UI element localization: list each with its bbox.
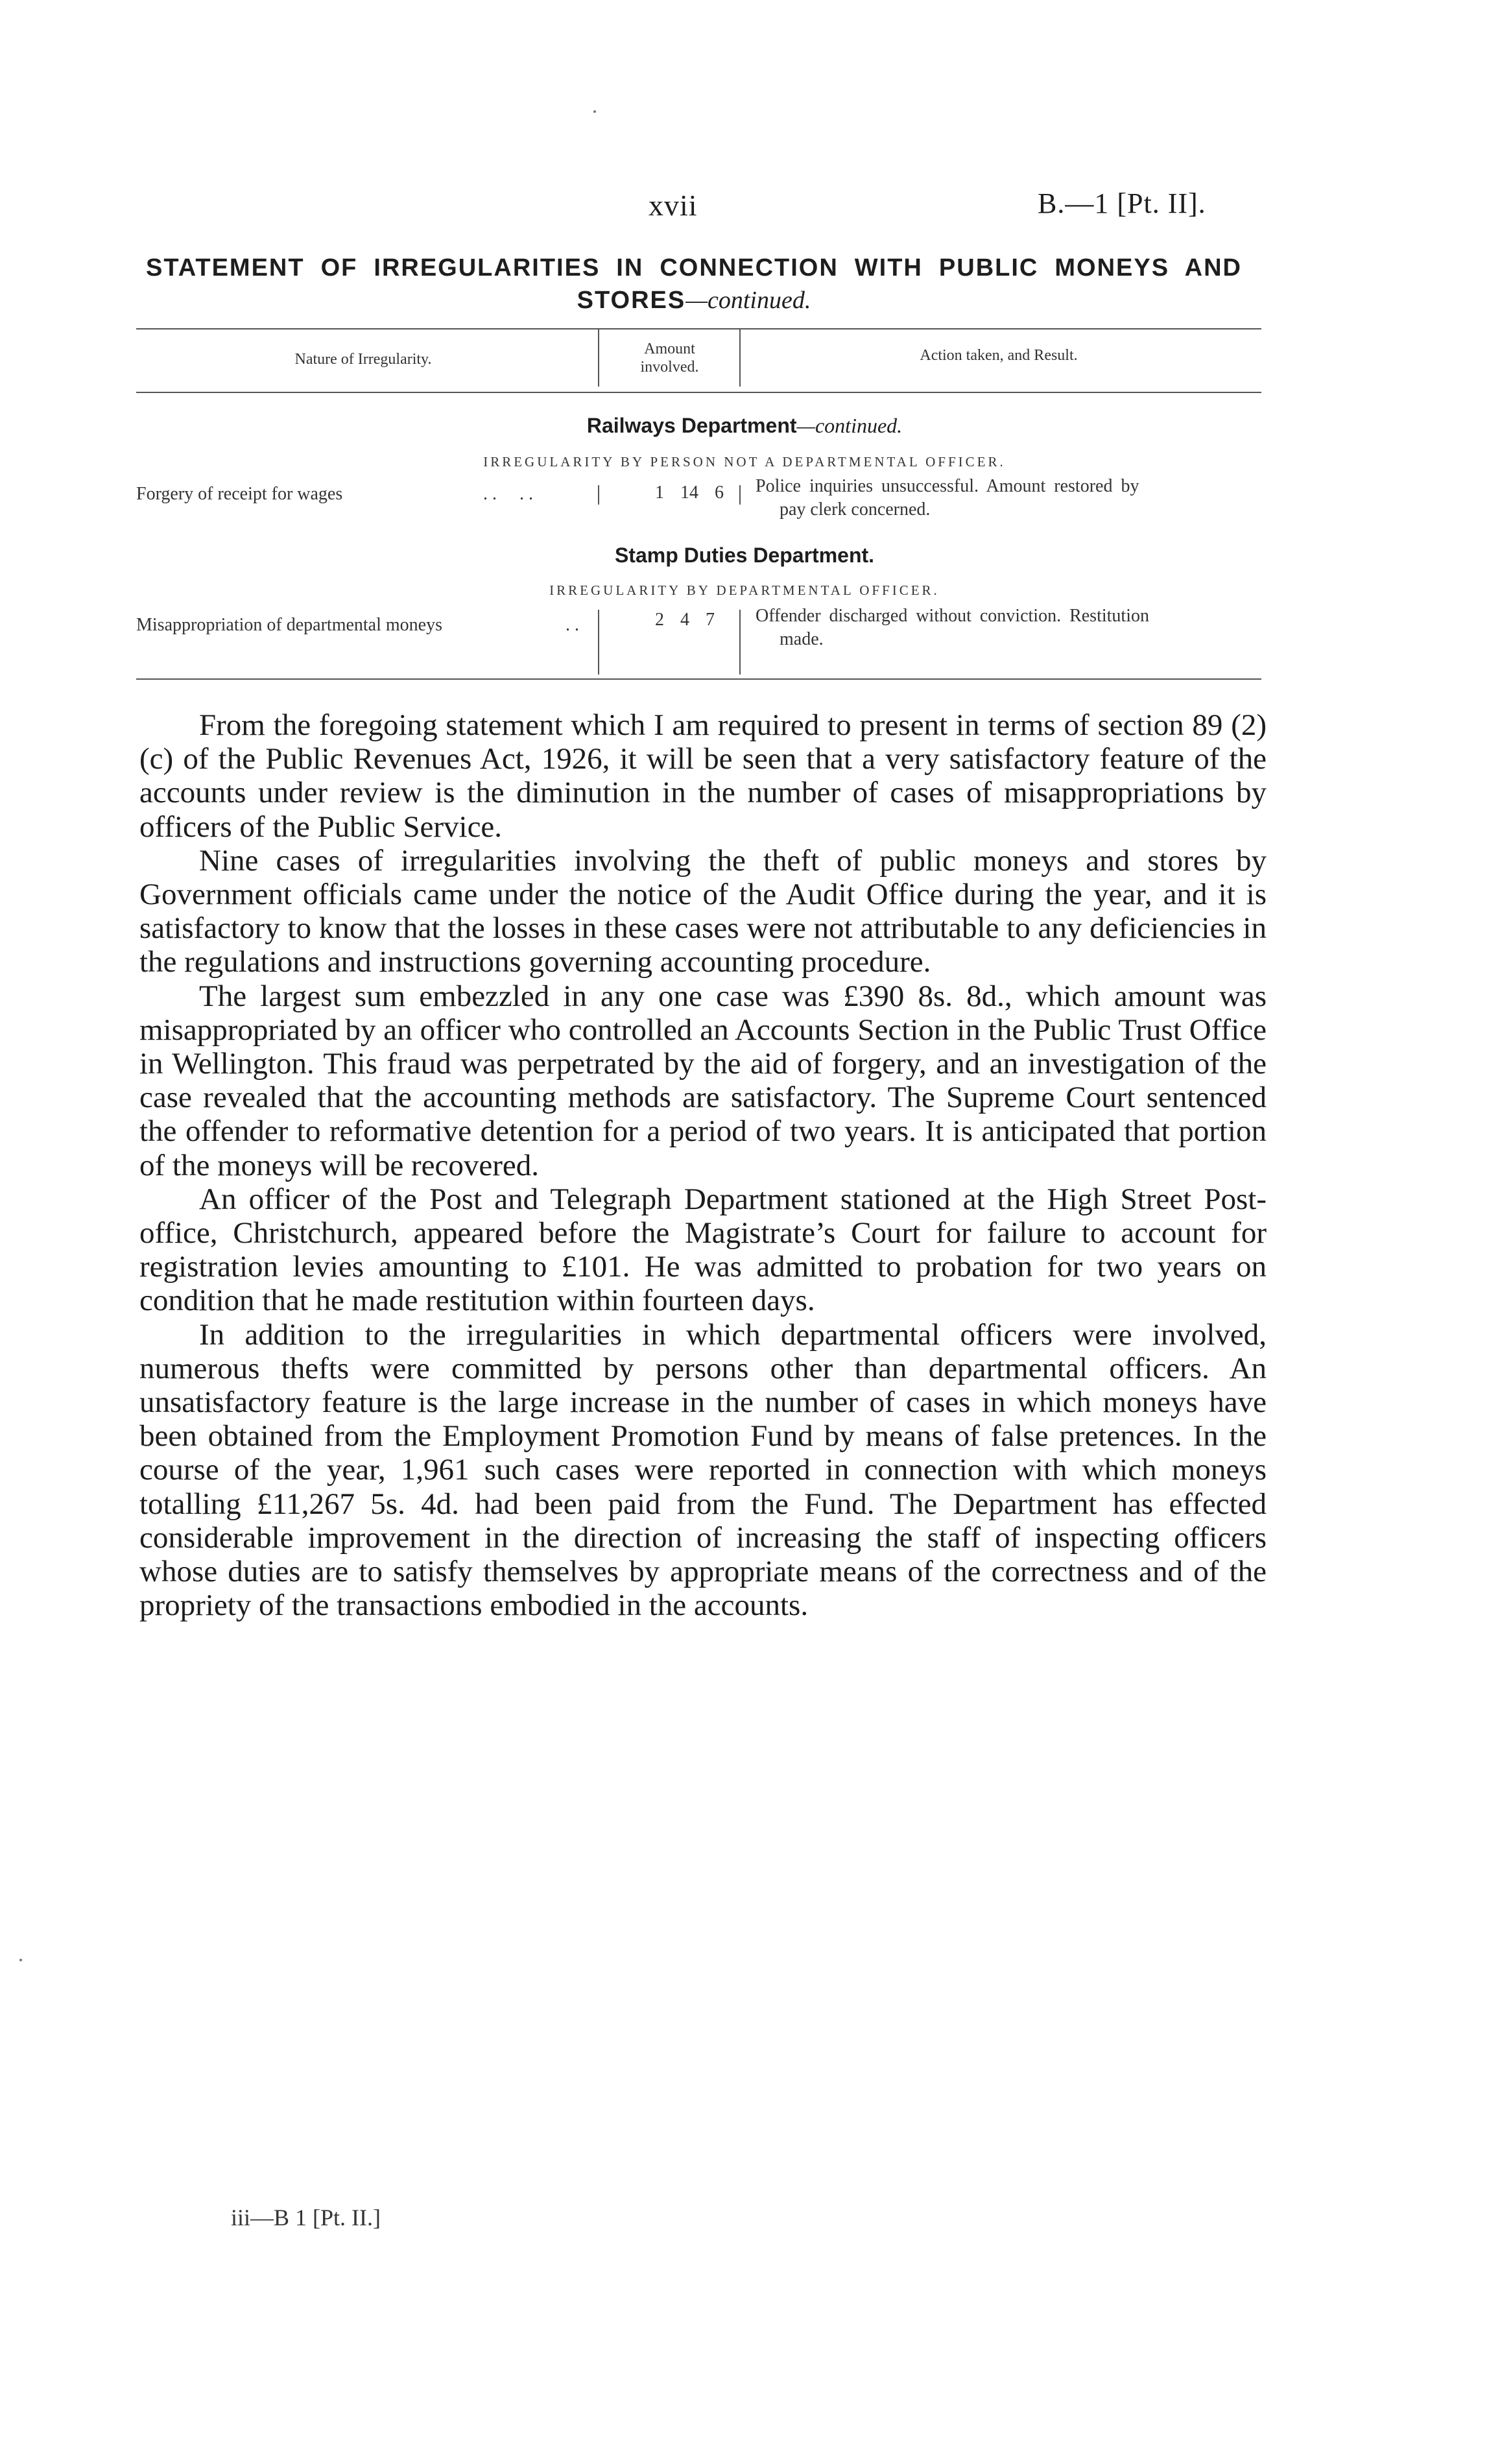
- column-header-action: Action taken, and Result.: [920, 347, 1078, 364]
- table-row-nature: Misappropriation of departmental moneys: [136, 615, 442, 635]
- section-heading-railways: [0, 414, 1489, 438]
- page-reference: B.—1 [Pt. II].: [1038, 187, 1206, 219]
- table-row-action-line2: made.: [780, 629, 824, 649]
- body-paragraph: An officer of the Post and Telegraph Department stationed at the High Street Post-office, Christchurch, appeared before the Magistrate’s Court for failure to account for registration levies amounting to £101. He was admitted to probation for two years on condition that he made restitution within fourteen days.: [139, 1182, 1267, 1318]
- table-top-rule: [136, 328, 1261, 329]
- body-text: [139, 708, 1267, 1622]
- table-row-amount: 2 4 7: [655, 610, 715, 630]
- column-divider-left: [598, 328, 599, 387]
- table-row-action: [756, 604, 1261, 651]
- body-paragraph: In addition to the irregularities in which departmental officers were involved, numerous thefts were committed by persons other than departmental officers. An unsatisfactory feature is the large increase in the number of cases in which moneys have been obtained from the Employment Promotion Fund by means of false pretences. In the course of the year, 1,961 such cases were reported in connection with which moneys totalling £11,267 5s. 4d. had been paid from the Fund. The Department has effected considerable improvement in the direction of increasing the staff of inspecting officers whose duties are to satisfy themselves by appropriate means of the correctness and of the propriety of the transactions embodied in the accounts.: [139, 1317, 1267, 1623]
- page-number: xvii: [649, 189, 698, 222]
- table-row-action-line1: Police inquiries unsuccessful. Amount restored by: [756, 476, 1139, 496]
- section-subheading: IRREGULARITY BY DEPARTMENTAL OFFICER.: [549, 582, 940, 598]
- table-bottom-rule: [136, 678, 1261, 680]
- column-header-amount-line2: involved.: [640, 359, 699, 376]
- table-row-action-line2: pay clerk concerned.: [780, 499, 931, 520]
- section-subheading: IRREGULARITY BY PERSON NOT A DEPARTMENTAL OFFICER.: [483, 454, 1006, 470]
- body-paragraph: From the foregoing statement which I am required to present in terms of section 89 (2) (c) of the Public Revenues Act, 1926, it will be seen that a very satisfactory feature of the accounts under review is the diminution in the number of cases of misappropriations by officers of the Public Service.: [139, 708, 1267, 844]
- section-heading-stamp-duties: Stamp Duties Department.: [614, 544, 875, 567]
- table-row-leaders: . .: [566, 615, 579, 635]
- table-row-action: [756, 475, 1261, 521]
- table-row-nature: Forgery of receipt for wages: [136, 484, 343, 504]
- column-header-nature: Nature of Irregularity.: [294, 351, 432, 368]
- row-divider-right: [739, 610, 741, 675]
- printer-signature: iii—B 1 [Pt. II.]: [231, 2205, 381, 2231]
- department-continued: —continued.: [796, 414, 903, 437]
- statement-title-main: STATEMENT OF IRREGULARITIES IN CONNECTION WITH PUBLIC MONEYS AND STORES: [146, 254, 1242, 314]
- body-paragraph: Nine cases of irregularities involving the theft of public moneys and stores by Government officials came under the notice of the Audit Office during the year, and it is satisfactory to know that the losses in these cases were not attributable to any deficiencies in the regulations and instructions governing accounting procedure.: [139, 843, 1267, 979]
- row-divider-left: [598, 610, 599, 675]
- table-header-rule: [136, 392, 1261, 393]
- column-header-amount-line1: Amount: [644, 341, 695, 357]
- column-divider-right: [739, 328, 741, 387]
- row-divider-left: [598, 485, 599, 505]
- column-header-amount: [610, 340, 730, 376]
- page-speck: [19, 1959, 22, 1961]
- page-speck: [593, 110, 596, 113]
- table-row-action-line1: Offender discharged without conviction. Restitution: [756, 606, 1149, 626]
- row-divider-right: [739, 485, 741, 505]
- department-name: Railways Department: [586, 414, 797, 437]
- statement-title: [146, 252, 1242, 317]
- table-row-leaders: . . . .: [483, 484, 533, 504]
- table-row-amount: 1 14 6: [655, 483, 724, 503]
- statement-title-continued: —continued.: [685, 287, 811, 314]
- body-paragraph: The largest sum embezzled in any one case was £390 8s. 8d., which amount was misappropriated by an officer who controlled an Accounts Section in the Public Trust Office in Wellington. This fraud was perpetrated by the aid of forgery, and an investigation of the case revealed that the accounting methods are satisfactory. The Supreme Court sentenced the offender to reformative detention for a period of two years. It is anticipated that portion of the moneys will be recovered.: [139, 979, 1267, 1182]
